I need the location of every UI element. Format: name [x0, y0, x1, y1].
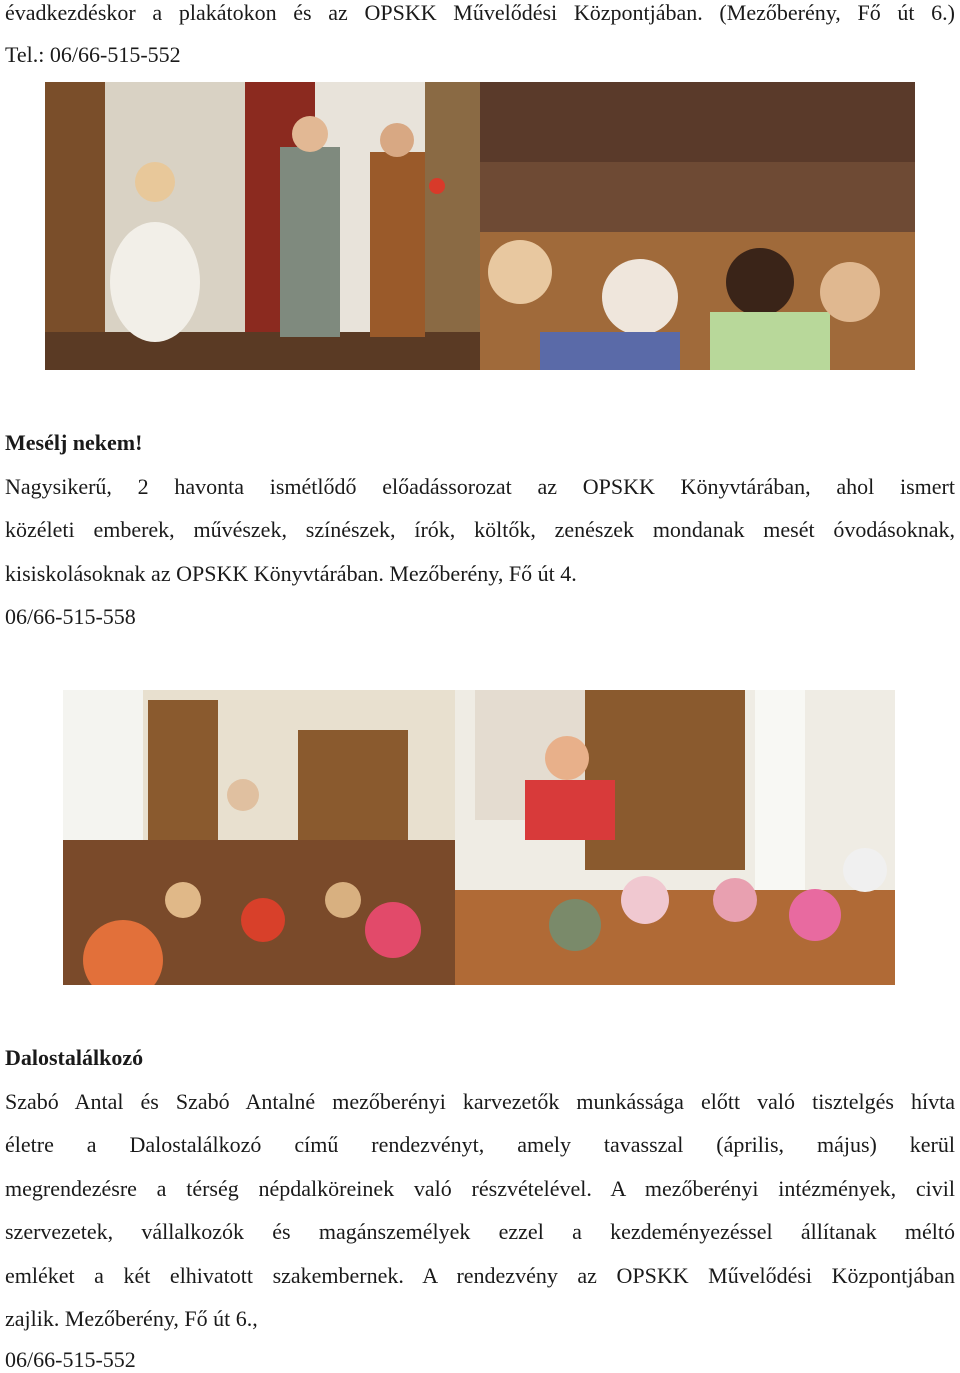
intro-line-1: évadkezdéskor a plakátokon és az OPSKK Művelődési Központjában. (Mezőberény, Fő út 6.)	[5, 0, 955, 25]
mesel-line-1: Nagysikerű, 2 havonta ismétlődő előadássorozat az OPSKK Könyvtárában, ahol ismert	[5, 474, 955, 499]
mesel-heading: Mesélj nekem!	[5, 430, 143, 455]
mesel-line-3: kisiskolásoknak az OPSKK Könyvtárában. Mezőberény, Fő út 4.	[5, 561, 577, 586]
intro-phone: Tel.: 06/66-515-552	[5, 42, 181, 67]
dalos-line-6: zajlik. Mezőberény, Fő út 6.,	[5, 1306, 258, 1331]
library-storytelling-photo-right	[455, 690, 895, 985]
audience-photo	[480, 82, 915, 370]
dalos-line-5: emléket a két elhivatott szakembernek. A rendezvény az OPSKK Művelődési Központjában	[5, 1263, 955, 1288]
dalos-line-1: Szabó Antal és Szabó Antalné mezőberényi karvezetők munkássága előtt való tisztelgés hívta	[5, 1089, 955, 1114]
dalos-line-2: életre a Dalostalálkozó című rendezvényt, amely tavasszal (április, május) kerül	[5, 1132, 955, 1157]
dalos-line-3: megrendezésre a térség népdalköreinek való részvételével. A mezőberényi intézmények, civil	[5, 1176, 955, 1201]
dalos-phone: 06/66-515-552	[5, 1347, 136, 1372]
mesel-phone: 06/66-515-558	[5, 604, 136, 629]
library-storytelling-photo-left	[63, 690, 455, 985]
mesel-line-2: közéleti emberek, művészek, színészek, írók, költők, zenészek mondanak mesét óvodásoknak,	[5, 517, 955, 542]
theatre-stage-photo	[45, 82, 480, 370]
dalos-heading: Dalostalálkozó	[5, 1045, 144, 1070]
dalos-line-4: szervezetek, vállalkozók és magánszemélyek ezzel a kezdeményezéssel állítanak méltó	[5, 1219, 955, 1244]
